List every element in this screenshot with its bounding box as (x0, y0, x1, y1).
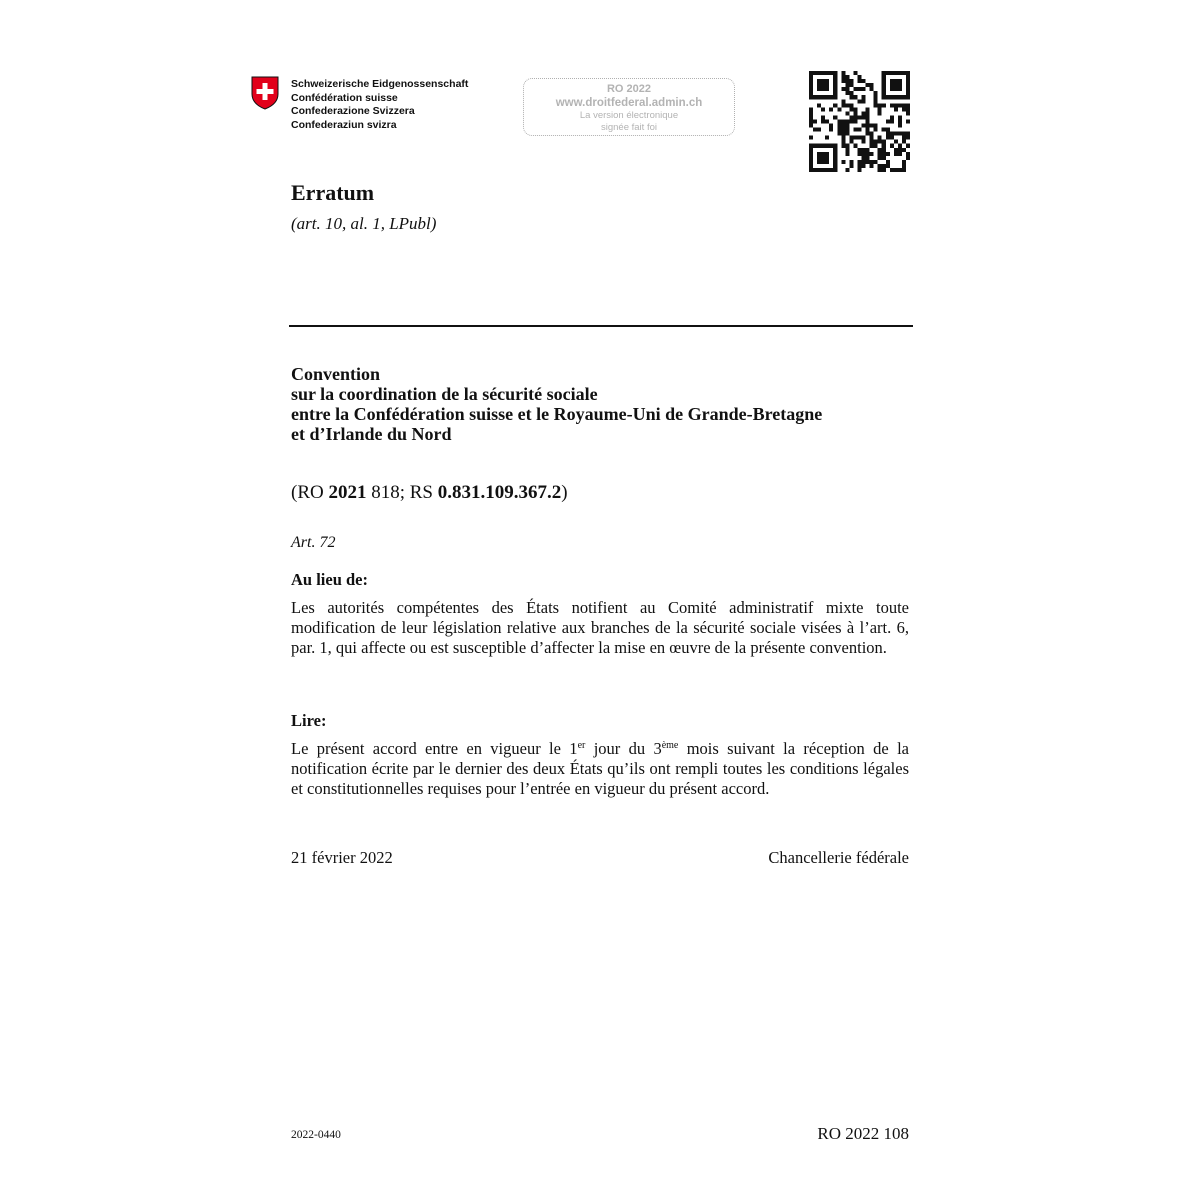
convention-title-line: et d’Irlande du Nord (291, 424, 452, 444)
confederation-name-fr: Confédération suisse (291, 91, 398, 104)
issuing-authority: Chancellerie fédérale (768, 848, 909, 867)
swiss-coat-of-arms-icon (251, 76, 279, 110)
read-paragraph (291, 739, 909, 799)
read-text-sup2: ème (661, 740, 679, 751)
ref-rs-number: 0.831.109.367.2 (437, 482, 562, 503)
convention-title-line: entre la Confédération suisse et le Royaume-Uni de Grande-Bretagne (291, 404, 823, 424)
ref-open: (RO (291, 482, 329, 503)
authenticity-stamp (523, 78, 735, 136)
confederation-names (291, 78, 468, 132)
horizontal-divider (289, 325, 913, 327)
read-text-part2: jour du 3 (585, 739, 662, 758)
read-text-part3: mois suivant la réception de la notification écrite par le dernier des deux États qu’ils ont rempli toutes les conditions légales et constitutionnelles requises pour l’entrée en vigueur du présent accord. (291, 739, 909, 798)
convention-title-line: Convention (291, 364, 381, 384)
confederation-name-de: Schweizerische Eidgenossenschaft (291, 78, 469, 90)
document-subtitle: (art. 10, al. 1, LPubl) (291, 214, 437, 233)
read-heading: Lire: (291, 711, 327, 730)
stamp-text-2: signée fait foi (601, 121, 657, 133)
convention-title (291, 364, 822, 444)
read-text-part1: Le présent accord entre en vigueur le 1 (291, 739, 578, 758)
qr-code-icon (809, 71, 910, 172)
stamp-text-1: La version électronique (579, 110, 679, 121)
confederation-name-rm: Confederaziun svizra (291, 118, 397, 131)
article-label: Art. 72 (291, 534, 336, 551)
official-reference (291, 482, 568, 504)
document-number: 2022-0440 (291, 1129, 341, 1141)
instead-paragraph: Les autorités compétentes des États notifient au Comité administratif mixte toute modification de leur législation relative aux branches de la sécurité sociale visées à l’art. 6, par. 1, qui affecte ou est susceptible d’affecter la mise en œuvre de la présente convention. (291, 598, 909, 657)
stamp-ro: RO 2022 (606, 83, 652, 95)
ref-page: 818; RS (366, 482, 438, 503)
read-text-sup1: er (577, 740, 586, 751)
document-title: Erratum (291, 180, 375, 205)
ro-reference: RO 2022 108 (817, 1124, 909, 1143)
convention-title-line: sur la coordination de la sécurité sociale (291, 384, 598, 404)
confederation-name-it: Confederazione Svizzera (291, 105, 415, 117)
instead-heading: Au lieu de: (291, 570, 369, 589)
ref-close: ) (561, 482, 568, 503)
stamp-url: www.droitfederal.admin.ch (555, 97, 703, 109)
document-date: 21 février 2022 (291, 848, 393, 867)
ref-year: 2021 (328, 482, 367, 503)
